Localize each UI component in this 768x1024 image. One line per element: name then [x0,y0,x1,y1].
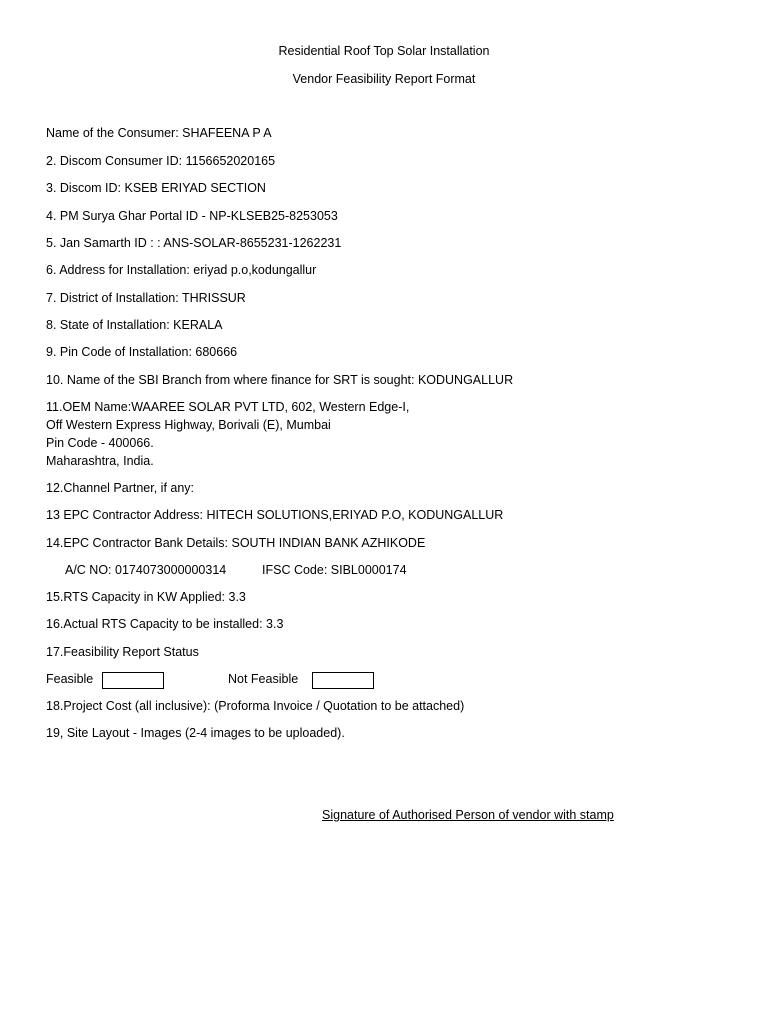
rts-actual-field: 16.Actual RTS Capacity to be installed: 3.3 [46,617,284,631]
consumer-name-field: Name of the Consumer: SHAFEENA P A [46,126,272,140]
site-layout-field: 19, Site Layout - Images (2-4 images to be uploaded). [46,726,345,740]
signature-label: Signature of Authorised Person of vendor with stamp [322,808,614,822]
oem-pin-code-line: Pin Code - 400066. [46,436,154,450]
discom-id-field: 3. Discom ID: KSEB ERIYAD SECTION [46,181,266,195]
sbi-branch-field: 10. Name of the SBI Branch from where finance for SRT is sought: KODUNGALLUR [46,373,514,387]
feasibility-status-heading: 17.Feasibility Report Status [46,645,199,659]
oem-state-line: Maharashtra, India. [46,454,154,468]
portal-id-field: 4. PM Surya Ghar Portal ID - NP-KLSEB25-8253053 [46,209,338,223]
not-feasible-checkbox[interactable] [312,672,374,689]
oem-name-line-1: 11.OEM Name:WAAREE SOLAR PVT LTD, 602, Western Edge-I, [46,400,410,414]
feasible-checkbox[interactable] [102,672,164,689]
channel-partner-field: 12.Channel Partner, if any: [46,481,195,495]
project-cost-field: 18.Project Cost (all inclusive): (Proforma Invoice / Quotation to be attached) [46,699,465,713]
address-field: 6. Address for Installation: eriyad p.o,kodungallur [46,263,317,277]
document-subtitle: Vendor Feasibility Report Format [292,72,476,86]
jan-samarth-id-field: 5. Jan Samarth ID : : ANS-SOLAR-8655231-1262231 [46,236,342,250]
pin-code-field: 9. Pin Code of Installation: 680666 [46,345,238,359]
district-field: 7. District of Installation: THRISSUR [46,291,246,305]
ifsc-code-field: IFSC Code: SIBL0000174 [262,563,407,577]
state-field: 8. State of Installation: KERALA [46,318,223,332]
epc-address-field: 13 EPC Contractor Address: HITECH SOLUTIONS,ERIYAD P.O, KODUNGALLUR [46,508,504,522]
epc-bank-field: 14.EPC Contractor Bank Details: SOUTH INDIAN BANK AZHIKODE [46,536,426,550]
rts-applied-field: 15.RTS Capacity in KW Applied: 3.3 [46,590,246,604]
not-feasible-label: Not Feasible [228,672,299,686]
account-number-field: A/C NO: 0174073000000314 [65,563,227,577]
discom-consumer-id-field: 2. Discom Consumer ID: 1156652020165 [46,154,276,168]
document-title: Residential Roof Top Solar Installation [278,44,490,58]
feasible-label: Feasible [46,672,94,686]
oem-address-line-2: Off Western Express Highway, Borivali (E), Mumbai [46,418,331,432]
